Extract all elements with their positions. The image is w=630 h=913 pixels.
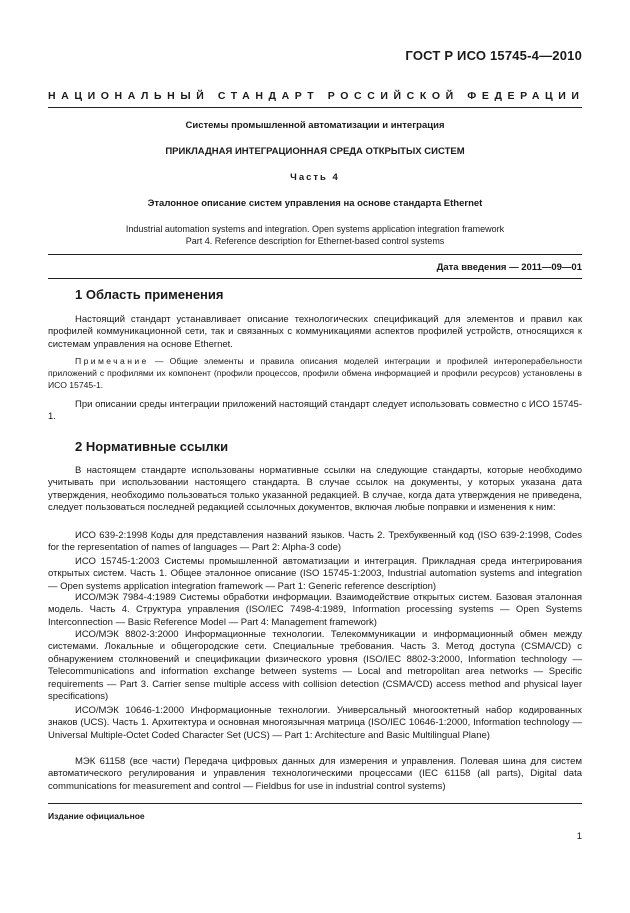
section-1-paragraph-2: При описании среды интеграции приложений настоящий стандарт следует использовать совместно с ИСО 15745-1. bbox=[48, 399, 582, 423]
section-1-note bbox=[48, 355, 582, 391]
page-number: 1 bbox=[576, 831, 582, 842]
normative-reference: ИСО/МЭК 10646-1:2000 Информационные технологии. Универсальный многооктетный набор кодированных знаков (UCS). Часть 1. Архитектура и основная многоязычная матрица (ISO/IEC 10646-1:2000, Information technology — Universal Multiple-Octet Coded Character Set (UCS) — Part 1: Architecture and Basic Multilingual Plane) bbox=[48, 705, 582, 741]
introduction-date: Дата введения — 2011—09—01 bbox=[436, 262, 582, 273]
normative-reference: МЭК 61158 (все части) Передача цифровых данных для измерения и управления. Полевая шина для систем автоматического регулирования и управления технологическими процессами (IEC 61158 (all parts), Digital data communications for measurement and control — Fieldbus for use in industrial control systems) bbox=[48, 756, 582, 792]
normative-reference: ИСО 639-2:1998 Коды для представления названий языков. Часть 2. Трехбуквенный код (ISO 639-2:1998, Codes for the representation of names of languages — Part 2: Alpha-3 code) bbox=[48, 530, 582, 554]
national-standard-banner: НАЦИОНАЛЬНЫЙ СТАНДАРТ РОССИЙСКОЙ ФЕДЕРАЦИИ bbox=[48, 90, 585, 102]
edition-label: Издание официальное bbox=[48, 811, 145, 821]
date-rule-bottom bbox=[48, 278, 582, 279]
section-1-heading: 1 Область применения bbox=[75, 287, 224, 302]
section-1-paragraph: Настоящий стандарт устанавливает описание технологических спецификаций для элементов и правил как профилей коммуникационной сети, так и связанных с коммуникациями аспектов профилей устройств, относящихся к системам управления на основе Ethernet. bbox=[48, 314, 582, 350]
document-id: ГОСТ Р ИСО 15745-4—2010 bbox=[405, 48, 582, 63]
normative-reference: ИСО/МЭК 8802-3:2000 Информационные технологии. Телекоммуникации и информационный обмен между системами. Локальные и общегородские сети. Специальные требования. Часть 3. Метод доступа (CSMA/CD) с обнаружением столкновений и спецификации физического уровня (ISO/IEC 8802-3:2000, Information technology — Telecommunications and information exchange between systems — Local and metropolitan area networks — Specific requirements — Part 3. Carrier sense multiple access with collision detection (CSMA/CD) access method and physical layer specifications) bbox=[48, 629, 582, 703]
english-title-line-2: Part 4. Reference description for Ethernet-based control systems bbox=[185, 236, 445, 246]
section-2-heading: 2 Нормативные ссылки bbox=[75, 439, 229, 454]
section-2-intro: В настоящем стандарте использованы нормативные ссылки на следующие стандарты, которые необходимо учитывать при использовании настоящего стандарта. В случае ссылок на документы, у которых указана дата утверждения, необходимо пользоваться только указанной редакцией. В случае, когда дата утверждения не приведена, следует пользоваться последней редакцией ссылочных документов, включая любые поправки и изменения к ним: bbox=[48, 465, 582, 514]
part-label: Часть 4 bbox=[290, 172, 340, 183]
document-subtitle: Эталонное описание систем управления на основе стандарта Ethernet bbox=[147, 198, 483, 209]
note-text: — Общие элементы и правила описания моделей интеграции и профилей интероперабельности приложений с профилями их компонент (профили процессов, профили обмена информацией и профили ресурсов) установлены в ИСО 15745-1. bbox=[48, 356, 582, 390]
document-title: ПРИКЛАДНАЯ ИНТЕГРАЦИОННАЯ СРЕДА ОТКРЫТЫХ СИСТЕМ bbox=[165, 146, 465, 157]
normative-reference: ИСО/МЭК 7984-4:1989 Системы обработки информации. Взаимодействие открытых систем. Базовая эталонная модель. Часть 4. Структура управления (ISO/IEC 7498-4:1989, Information processing systems — Open Systems Interconnection — Basic Reference Model — Part 4: Management framework) bbox=[48, 592, 582, 628]
series-title: Системы промышленной автоматизации и интеграция bbox=[185, 120, 445, 131]
footer-rule bbox=[48, 803, 582, 804]
date-rule bbox=[48, 254, 582, 255]
english-title-line-1: Industrial automation systems and integration. Open systems application integration framework bbox=[125, 224, 505, 234]
normative-reference: ИСО 15745-1:2003 Системы промышленной автоматизации и интеграция. Прикладная среда интегрирования открытых систем. Часть 1. Общее эталонное описание (ISO 15745-1:2003, Industrial automation systems and integration — Open systems application integration framework — Part 1: Generic reference description) bbox=[48, 556, 582, 592]
top-rule bbox=[48, 107, 582, 108]
note-label: Примечание bbox=[75, 356, 149, 366]
